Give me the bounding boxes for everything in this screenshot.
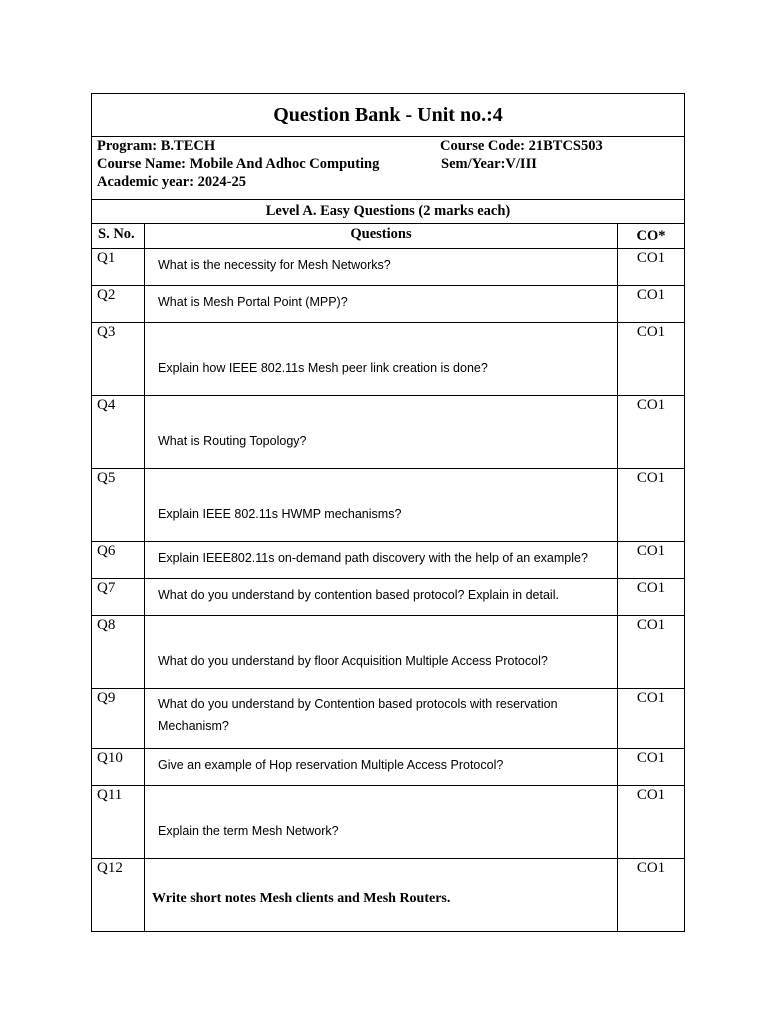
course-outcome: CO1: [636, 543, 666, 559]
question-text: What do you understand by floor Acquisition Multiple Access Protocol?: [145, 616, 618, 688]
table-row: [92, 469, 684, 542]
table-row: [92, 689, 684, 749]
program-label: Program: B.TECH: [97, 138, 216, 154]
question-number: Q12: [92, 859, 145, 931]
academic-year-label: Academic year: 2024-25: [97, 174, 246, 190]
question-text: What is Routing Topology?: [145, 396, 618, 468]
table-row: [92, 749, 684, 786]
course-outcome: CO1: [636, 690, 666, 706]
question-number: Q11: [92, 786, 145, 858]
table-row: [92, 396, 684, 469]
document-title: Question Bank - Unit no.:4: [92, 94, 684, 137]
table-row: [92, 786, 684, 859]
table-row: [92, 542, 684, 579]
question-number: Q6: [92, 542, 145, 578]
question-text: What is Mesh Portal Point (MPP)?: [145, 286, 618, 322]
course-outcome: CO1: [636, 397, 666, 413]
question-number: Q10: [92, 749, 145, 785]
question-number: Q9: [92, 689, 145, 748]
course-outcome: CO1: [636, 750, 666, 766]
course-outcome: CO1: [636, 787, 666, 803]
table-row: [92, 859, 684, 931]
course-info: [92, 137, 684, 200]
question-text: Explain IEEE802.11s on-demand path discovery with the help of an example?: [145, 542, 618, 578]
course-outcome: CO1: [636, 580, 666, 596]
table-row: [92, 286, 684, 323]
question-bank-table: [91, 93, 685, 932]
question-number: Q8: [92, 616, 145, 688]
question-text: What do you understand by contention based protocol? Explain in detail.: [145, 579, 618, 615]
question-text: Explain how IEEE 802.11s Mesh peer link creation is done?: [145, 323, 618, 395]
sem-year-label: Sem/Year:V/III: [441, 156, 537, 172]
question-text: Write short notes Mesh clients and Mesh Routers.: [145, 859, 618, 931]
course-code-label: Course Code: 21BTCS503: [440, 138, 603, 154]
course-outcome: CO1: [636, 250, 666, 266]
table-row: [92, 579, 684, 616]
level-heading: Level A. Easy Questions (2 marks each): [92, 200, 684, 224]
course-outcome: CO1: [636, 324, 666, 340]
question-text: Explain IEEE 802.11s HWMP mechanisms?: [145, 469, 618, 541]
question-number: Q5: [92, 469, 145, 541]
question-number: Q4: [92, 396, 145, 468]
question-number: Q7: [92, 579, 145, 615]
table-row: [92, 323, 684, 396]
question-number: Q2: [92, 286, 145, 322]
question-number: Q1: [92, 249, 145, 285]
sno-header: S. No.: [92, 224, 145, 248]
question-text: What is the necessity for Mesh Networks?: [145, 249, 618, 285]
course-outcome: CO1: [636, 617, 666, 633]
course-outcome: CO1: [636, 470, 666, 486]
course-outcome: CO1: [636, 287, 666, 303]
table-row: [92, 616, 684, 689]
questions-header: Questions: [145, 224, 618, 248]
course-name-label: Course Name: Mobile And Adhoc Computing: [97, 156, 380, 172]
question-text: What do you understand by Contention based protocols with reservation Mechanism?: [145, 689, 618, 748]
co-header: CO*: [636, 228, 666, 244]
course-outcome: CO1: [636, 860, 666, 876]
table-header: [92, 224, 684, 249]
question-number: Q3: [92, 323, 145, 395]
table-row: [92, 249, 684, 286]
question-text: Give an example of Hop reservation Multiple Access Protocol?: [145, 749, 618, 785]
question-text: Explain the term Mesh Network?: [145, 786, 618, 858]
